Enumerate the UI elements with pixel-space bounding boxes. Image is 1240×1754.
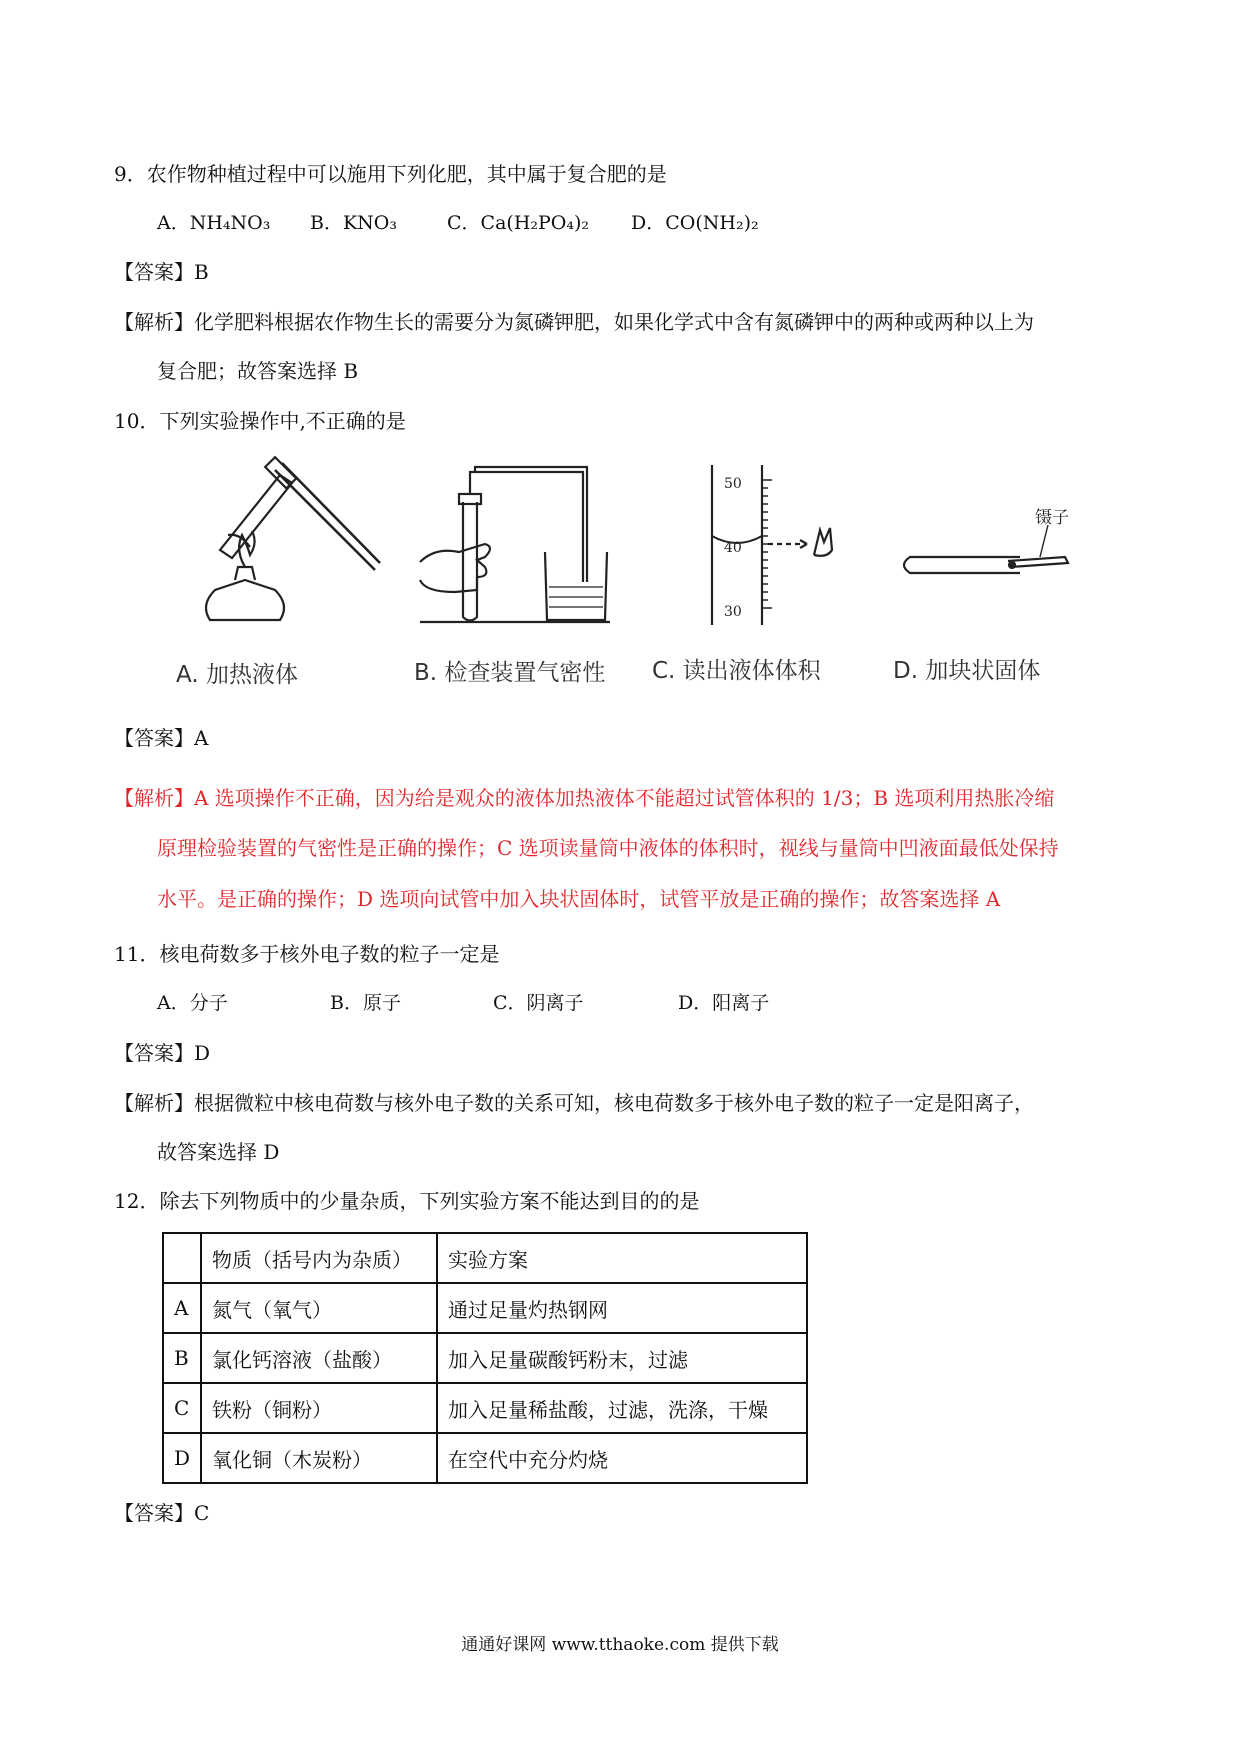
table-cell: 氧化铜（木炭粉） — [201, 1433, 437, 1483]
table-header-cell: 实验方案 — [437, 1233, 807, 1283]
table-cell: A — [163, 1283, 201, 1333]
tweezers-label: 镊子 — [1035, 508, 1069, 528]
table-row — [163, 1283, 807, 1333]
table-cell: 氯化钙溶液（盐酸） — [201, 1333, 437, 1383]
q9-analysis-line-2: 复合肥；故答案选择 B — [157, 359, 359, 383]
table-cell: 加入足量稀盐酸，过滤，洗涤，干燥 — [437, 1383, 807, 1433]
q12-answer: 【答案】C — [114, 1501, 210, 1525]
scale-label-50: 50 — [724, 476, 742, 492]
q10-analysis-line-1: 【解析】A 选项操作不正确，因为给是观众的液体加热液体不能超过试管体积的 1/3；B 选项利用热胀冷缩 — [114, 786, 1055, 810]
figure-caption-a: A. 加热液体 — [176, 662, 298, 688]
table-header-cell — [163, 1233, 201, 1283]
question-9: 9．农作物种植过程中可以施用下列化肥，其中属于复合肥的是 — [114, 162, 667, 186]
q9-option-a: A．NH₄NO₃ — [157, 212, 271, 234]
eye-icon — [814, 528, 832, 556]
table-cell: 通过足量灼热钢网 — [437, 1283, 807, 1333]
figure-caption-b: B. 检查装置气密性 — [414, 660, 606, 686]
table-header-row — [163, 1233, 807, 1283]
test-tube-icon — [904, 557, 1020, 573]
test-tube-icon — [463, 502, 477, 621]
page-footer: 通通好课网 www.tthaoke.com 提供下载 — [461, 1635, 779, 1655]
q9-analysis-line-1: 【解析】化学肥料根据农作物生长的需要分为氮磷钾肥，如果化学式中含有氮磷钾中的两种或两种以上为 — [114, 310, 1034, 334]
hand-icon — [420, 544, 490, 592]
figure-heating-liquid — [180, 455, 400, 645]
question-10: 10．下列实验操作中,不正确的是 — [114, 409, 406, 433]
table-row — [163, 1433, 807, 1483]
q9-option-c: C．Ca(H₂PO₄)₂ — [447, 212, 590, 234]
table-cell: 在空代中充分灼烧 — [437, 1433, 807, 1483]
q11-analysis-line-1: 【解析】根据微粒中核电荷数与核外电子数的关系可知，核电荷数多于核外电子数的粒子一定是阳离子， — [114, 1091, 1034, 1115]
table-row — [163, 1333, 807, 1383]
table-cell: C — [163, 1383, 201, 1433]
q11-answer: 【答案】D — [114, 1041, 211, 1065]
tweezers-icon — [1008, 557, 1068, 567]
q10-analysis-line-3: 水平。是正确的操作；D 选项向试管中加入块状固体时，试管平放是正确的操作；故答案选择 A — [157, 887, 1001, 911]
table-cell: D — [163, 1433, 201, 1483]
figure-caption-c: C. 读出液体体积 — [652, 658, 821, 684]
q9-option-b: B．KNO₃ — [310, 212, 397, 234]
impurity-removal-table — [162, 1232, 808, 1484]
scale-label-30: 30 — [724, 604, 742, 620]
alcohol-lamp-icon — [206, 580, 284, 620]
q11-analysis-line-2: 故答案选择 D — [157, 1140, 280, 1164]
table-header-cell: 物质（括号内为杂质） — [201, 1233, 437, 1283]
q10-analysis-line-2: 原理检验装置的气密性是正确的操作；C 选项读量筒中液体的体积时，视线与量筒中凹液面最低处保持 — [157, 836, 1059, 860]
test-tube-icon — [220, 475, 292, 558]
q11-option-b: B．原子 — [330, 992, 401, 1014]
q11-option-c: C．阴离子 — [493, 992, 584, 1014]
table-cell: 铁粉（铜粉） — [201, 1383, 437, 1433]
figure-airtightness-check — [415, 452, 615, 627]
q9-answer: 【答案】B — [114, 260, 209, 284]
q10-answer: 【答案】A — [114, 726, 209, 750]
table-cell: 氮气（氧气） — [201, 1283, 437, 1333]
q11-option-d: D．阳离子 — [678, 992, 770, 1014]
table-cell: B — [163, 1333, 201, 1383]
figure-caption-d: D. 加块状固体 — [893, 658, 1041, 684]
q9-option-d: D．CO(NH₂)₂ — [631, 212, 759, 234]
question-12: 12．除去下列物质中的少量杂质，下列实验方案不能达到目的的是 — [114, 1189, 700, 1213]
question-11: 11．核电荷数多于核外电子数的粒子一定是 — [114, 942, 500, 966]
beaker-icon — [545, 552, 607, 620]
figure-read-volume — [702, 460, 852, 630]
table-row — [163, 1383, 807, 1433]
table-cell: 加入足量碳酸钙粉末，过滤 — [437, 1333, 807, 1383]
q11-option-a: A．分子 — [157, 992, 228, 1014]
figure-add-solid — [890, 505, 1090, 595]
scale-label-40: 40 — [724, 540, 742, 556]
